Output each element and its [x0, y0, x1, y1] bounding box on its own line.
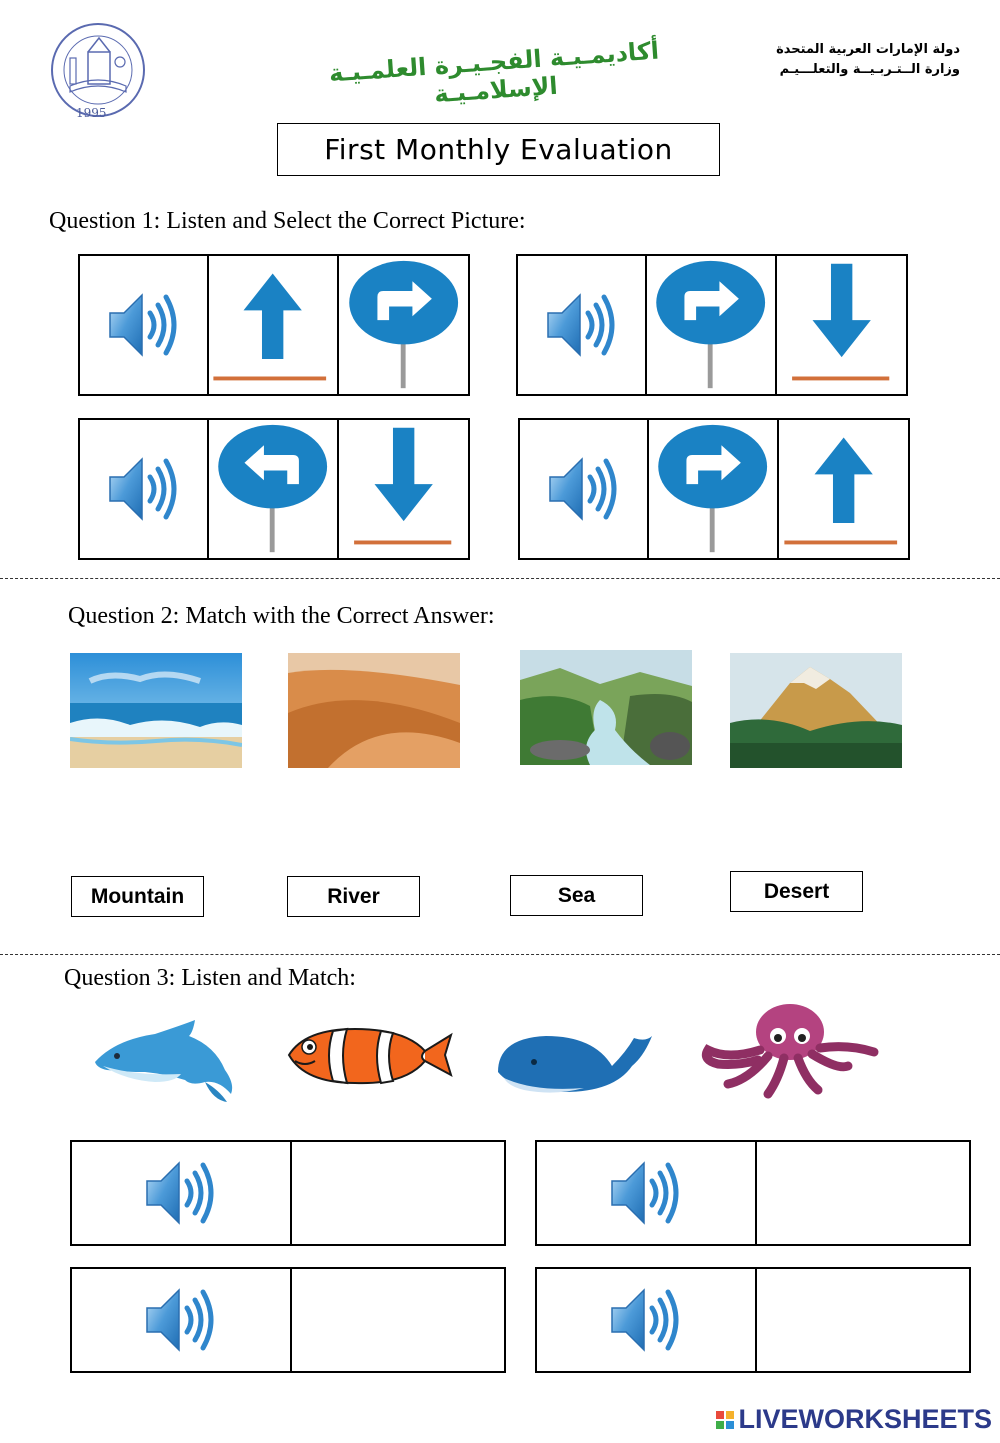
speaker-cell[interactable]	[537, 1142, 757, 1244]
speaker-icon[interactable]	[608, 1282, 684, 1358]
q1-row-1	[78, 254, 470, 396]
brand-text: LIVEWORKSHEETS	[738, 1404, 992, 1434]
q3-answer-row-1	[70, 1140, 506, 1246]
speaker-cell[interactable]	[537, 1269, 757, 1371]
arrow-down-icon[interactable]	[339, 420, 468, 558]
q3-answer-row-2	[535, 1140, 971, 1246]
octopus-icon[interactable]	[698, 1000, 858, 1100]
clownfish-icon[interactable]	[285, 1015, 445, 1115]
q1-option[interactable]	[209, 420, 338, 558]
sea-photo[interactable]	[70, 653, 242, 768]
q3-answer-row-3	[70, 1267, 506, 1373]
turn-right-sign-icon[interactable]	[339, 256, 468, 394]
question-3-label: Question 3: Listen and Match:	[64, 965, 356, 991]
speaker-cell[interactable]	[518, 256, 647, 394]
speaker-icon[interactable]	[143, 1282, 219, 1358]
word-card-river[interactable]: River	[287, 876, 420, 917]
gov-line-1: دولة الإمارات العربية المتحدة	[776, 42, 960, 57]
drop-target[interactable]	[757, 1142, 969, 1244]
q1-option[interactable]	[339, 420, 468, 558]
word-card-desert[interactable]: Desert	[730, 871, 863, 912]
section-divider	[0, 578, 1000, 579]
speaker-icon[interactable]	[106, 287, 182, 363]
government-heading	[776, 40, 960, 80]
speaker-cell[interactable]	[80, 256, 209, 394]
speaker-icon[interactable]	[544, 287, 620, 363]
page-title: First Monthly Evaluation	[277, 123, 720, 176]
q1-row-3	[78, 418, 470, 560]
speaker-cell[interactable]	[72, 1142, 292, 1244]
whale-icon[interactable]	[494, 1022, 654, 1122]
drop-target[interactable]	[292, 1142, 504, 1244]
academy-name-arabic: أكاديمـيـة الفجـيـرة العلمـيـة الإسلامـيـة	[328, 36, 660, 109]
question-1-label: Question 1: Listen and Select the Correct Picture:	[49, 208, 526, 234]
logo-year: 1995	[76, 106, 107, 120]
speaker-cell[interactable]	[80, 420, 209, 558]
speaker-icon[interactable]	[608, 1155, 684, 1231]
word-card-sea[interactable]: Sea	[510, 875, 643, 916]
q1-option[interactable]	[649, 420, 778, 558]
q1-row-4	[518, 418, 910, 560]
q1-option[interactable]	[339, 256, 468, 394]
word-card-mountain[interactable]: Mountain	[71, 876, 204, 917]
liveworksheets-logo	[716, 1404, 992, 1435]
section-divider	[0, 954, 1000, 955]
turn-right-sign-icon[interactable]	[649, 420, 776, 558]
speaker-icon[interactable]	[106, 451, 182, 527]
speaker-icon[interactable]	[546, 451, 622, 527]
gov-line-2: وزارة الــتـربـيــة والتعلـــيـم	[779, 62, 960, 77]
speaker-cell[interactable]	[72, 1269, 292, 1371]
q1-row-2	[516, 254, 908, 396]
question-2-label: Question 2: Match with the Correct Answer:	[68, 603, 495, 629]
turn-left-sign-icon[interactable]	[209, 420, 336, 558]
speaker-cell[interactable]	[520, 420, 649, 558]
q1-option[interactable]	[209, 256, 338, 394]
q1-option[interactable]	[647, 256, 776, 394]
drop-target[interactable]	[757, 1269, 969, 1371]
q1-option[interactable]	[777, 256, 906, 394]
brand-mark-icon	[716, 1411, 734, 1429]
desert-photo[interactable]	[288, 653, 460, 768]
speaker-icon[interactable]	[143, 1155, 219, 1231]
drop-target[interactable]	[292, 1269, 504, 1371]
mountain-photo[interactable]	[730, 653, 902, 768]
arrow-down-icon[interactable]	[777, 256, 906, 394]
q1-option[interactable]	[779, 420, 908, 558]
turn-right-sign-icon[interactable]	[647, 256, 774, 394]
arrow-up-icon[interactable]	[209, 256, 336, 394]
q3-answer-row-4	[535, 1267, 971, 1373]
arrow-up-icon[interactable]	[779, 420, 908, 558]
dolphin-icon[interactable]	[85, 1010, 245, 1110]
river-photo[interactable]	[520, 650, 692, 765]
